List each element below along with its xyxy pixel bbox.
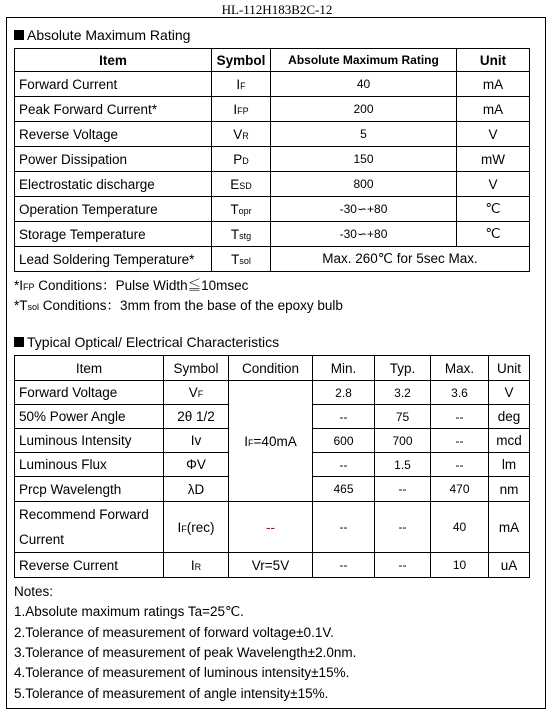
unit-cell	[489, 405, 530, 429]
note-item: 2.Tolerance of measurement of forward voltage±0.1V.	[14, 625, 334, 640]
optical-section-title	[14, 334, 279, 350]
item-cell	[15, 429, 164, 453]
col-header-unit: Unit	[489, 356, 530, 381]
item-text: Peak Forward Current*	[19, 101, 158, 117]
symbol-cell	[164, 453, 229, 477]
min-text: 2.8	[335, 385, 352, 400]
unit-text: uA	[500, 557, 518, 573]
unit-text: V	[504, 385, 514, 400]
note-item: 4.Tolerance of measurement of luminous intensity±15%.	[14, 665, 350, 680]
col-header-item: Item	[15, 49, 212, 72]
abs-max-table	[14, 48, 530, 272]
rating-text: 40	[356, 77, 371, 91]
symbol-cell	[164, 405, 229, 429]
col-header-unit: Unit	[457, 49, 530, 72]
col-header-min: Min.	[313, 356, 375, 381]
max-cell	[431, 477, 489, 502]
optical-header-row	[15, 356, 530, 381]
max-text: --	[455, 457, 464, 472]
unit-text: mA	[482, 101, 504, 117]
item-text: Storage Temperature	[19, 226, 146, 242]
unit-cell	[457, 222, 530, 247]
footnote-text: Conditions：3mm from the base of the epoxy bulb	[39, 298, 343, 313]
symbol-cell	[212, 72, 271, 97]
item-cell	[15, 453, 164, 477]
item-text: Electrostatic discharge	[19, 176, 155, 192]
item-cell	[15, 222, 212, 247]
item-text: Recommend Forward	[19, 507, 149, 522]
col-header-symbol: Symbol	[164, 356, 229, 381]
symbol-cell	[212, 97, 271, 122]
item-cell	[15, 502, 164, 553]
rating-cell	[271, 247, 530, 272]
item-cell	[15, 197, 212, 222]
symbol-text: I	[190, 557, 195, 573]
symbol-text: E	[230, 176, 240, 192]
symbol-sub: stg	[239, 230, 252, 241]
rating-cell	[271, 222, 457, 247]
note-item: 3.Tolerance of measurement of peak Wavelength±2.0nm.	[14, 645, 357, 660]
min-cell	[313, 477, 375, 502]
symbol-text: 2θ 1/2	[177, 409, 215, 424]
table-row	[15, 97, 530, 122]
min-text: 465	[333, 482, 354, 496]
max-text: 40	[452, 520, 467, 534]
max-text: --	[455, 409, 464, 424]
condition-cell	[229, 381, 313, 502]
unit-text: V	[488, 126, 498, 142]
footnote-prefix: *I	[14, 278, 24, 293]
item-cell	[15, 72, 212, 97]
square-bullet-icon	[14, 30, 24, 40]
optical-table	[14, 355, 530, 578]
rating-text: 200	[353, 102, 374, 116]
symbol-text: T	[230, 201, 239, 217]
unit-text: ℃	[485, 201, 501, 216]
unit-text: mA	[498, 519, 520, 535]
condition-text: =40mA	[253, 433, 297, 449]
typ-cell	[375, 453, 431, 477]
unit-cell	[489, 477, 530, 502]
rating-cell	[271, 147, 457, 172]
symbol-cell	[212, 122, 271, 147]
footnote-tsol	[14, 294, 343, 314]
abs-max-header-row	[15, 49, 530, 72]
symbol-text: I	[177, 519, 182, 535]
item-cell	[15, 122, 212, 147]
unit-text: lm	[501, 457, 517, 472]
rating-cell	[271, 197, 457, 222]
table-row	[15, 553, 530, 578]
part-number-header: HL-112H183B2C-12	[221, 2, 333, 17]
rating-text: Max. 260℃ for 5sec Max.	[322, 251, 478, 266]
unit-cell	[457, 197, 530, 222]
item-cell	[15, 553, 164, 578]
rating-cell	[271, 172, 457, 197]
unit-cell	[489, 381, 530, 405]
symbol-text: λD	[187, 481, 205, 497]
square-bullet-icon	[14, 337, 24, 347]
rating-text: -30∽+80	[339, 227, 388, 241]
max-text: 3.6	[451, 385, 468, 400]
condition-sub: F	[248, 437, 254, 448]
min-text: --	[339, 520, 348, 534]
min-text: 600	[333, 433, 354, 448]
unit-cell	[457, 147, 530, 172]
unit-text: nm	[499, 481, 519, 497]
item-cell	[15, 172, 212, 197]
condition-cell	[229, 553, 313, 578]
symbol-text: (rec)	[186, 519, 215, 535]
rating-cell	[271, 72, 457, 97]
item-cell	[15, 381, 164, 405]
table-row	[15, 381, 530, 405]
col-header-rating: Absolute Maximum Rating	[271, 49, 457, 72]
unit-text: ℃	[485, 226, 501, 241]
unit-cell	[489, 502, 530, 553]
unit-cell	[457, 72, 530, 97]
max-cell	[431, 429, 489, 453]
footnote-text: Conditions：Pulse Width≦10msec	[34, 278, 249, 293]
table-row	[15, 222, 530, 247]
unit-cell	[457, 97, 530, 122]
unit-text: deg	[497, 409, 521, 424]
symbol-cell	[212, 197, 271, 222]
typ-text: 75	[395, 409, 410, 424]
max-text: 470	[449, 482, 470, 496]
symbol-sub: SD	[239, 180, 252, 191]
item-text: Forward Voltage	[19, 385, 118, 400]
table-row	[15, 147, 530, 172]
min-cell	[313, 553, 375, 578]
rating-cell	[271, 97, 457, 122]
max-text: 10	[452, 558, 467, 572]
symbol-sub: FP	[237, 105, 249, 116]
item-text: Current	[19, 532, 65, 547]
unit-cell	[457, 122, 530, 147]
unit-text: mW	[481, 151, 505, 167]
unit-cell	[489, 553, 530, 578]
item-text: Operation Temperature	[19, 201, 158, 217]
symbol-text: V	[233, 126, 243, 142]
symbol-sub: R	[194, 561, 202, 572]
item-text: Forward Current	[19, 76, 118, 92]
col-header-max: Max.	[431, 356, 489, 381]
symbol-cell	[212, 222, 271, 247]
typ-text: --	[398, 482, 407, 496]
min-text: --	[339, 409, 348, 424]
table-row	[15, 502, 530, 553]
symbol-cell	[212, 172, 271, 197]
symbol-sub: F	[197, 389, 204, 399]
rating-text: -30∽+80	[339, 202, 388, 216]
typ-text: --	[398, 558, 407, 572]
max-cell	[431, 502, 489, 553]
symbol-cell	[164, 381, 229, 405]
col-header-typ: Typ.	[375, 356, 431, 381]
max-cell	[431, 405, 489, 429]
min-cell	[313, 381, 375, 405]
item-cell	[15, 247, 212, 272]
condition-text: --	[266, 519, 275, 535]
unit-text: V	[488, 176, 498, 192]
condition-text: Vr=5V	[251, 557, 290, 573]
min-cell	[313, 405, 375, 429]
unit-text: mA	[482, 76, 504, 92]
typ-text: 3.2	[394, 385, 411, 400]
symbol-sub: F	[181, 523, 187, 534]
item-text: Luminous Intensity	[19, 433, 132, 448]
typ-cell	[375, 553, 431, 578]
note-item: 1.Absolute maximum ratings Ta=25℃.	[14, 604, 244, 619]
optical-title-text: Typical Optical/ Electrical Characteristics	[27, 334, 280, 350]
item-cell	[15, 477, 164, 502]
unit-cell	[489, 453, 530, 477]
symbol-cell	[212, 147, 271, 172]
item-text: Lead Soldering Temperature*	[19, 251, 195, 267]
symbol-text: V	[188, 385, 198, 400]
typ-cell	[375, 502, 431, 553]
item-text: Reverse Current	[19, 557, 119, 573]
item-text: 50% Power Angle	[19, 409, 126, 424]
symbol-text: I	[233, 101, 238, 117]
symbol-text: T	[230, 226, 240, 242]
condition-text: I	[244, 433, 249, 449]
symbol-text: I	[236, 76, 241, 92]
typ-cell	[375, 381, 431, 405]
item-text: Luminous Flux	[19, 457, 107, 472]
symbol-text: P	[233, 151, 243, 167]
item-text: Reverse Voltage	[19, 126, 119, 142]
typ-cell	[375, 405, 431, 429]
max-cell	[431, 453, 489, 477]
condition-cell	[229, 502, 313, 553]
typ-text: 1.5	[394, 457, 411, 472]
item-cell	[15, 147, 212, 172]
unit-text: mcd	[496, 433, 522, 448]
typ-text: 700	[392, 433, 413, 448]
rating-text: 150	[353, 152, 374, 166]
typ-text: --	[398, 520, 407, 534]
col-header-symbol: Symbol	[212, 49, 271, 72]
footnote-prefix: *T	[14, 298, 28, 313]
symbol-text: ΦV	[186, 457, 206, 472]
table-row	[15, 122, 530, 147]
item-cell	[15, 97, 212, 122]
symbol-text: Iv	[190, 433, 202, 448]
col-header-condition: Condition	[229, 356, 313, 381]
col-header-item: Item	[15, 356, 164, 381]
item-text: Power Dissipation	[19, 151, 128, 167]
symbol-sub: F	[240, 80, 246, 91]
table-row	[15, 197, 530, 222]
table-row	[15, 172, 530, 197]
table-row	[15, 72, 530, 97]
item-text: Prcp Wavelength	[19, 481, 122, 497]
max-cell	[431, 553, 489, 578]
abs-max-section-title	[14, 27, 190, 43]
min-cell	[313, 453, 375, 477]
symbol-sub: D	[242, 155, 249, 166]
min-cell	[313, 502, 375, 553]
unit-cell	[457, 172, 530, 197]
rating-text: 5	[360, 127, 367, 141]
footnote-sub: sol	[27, 302, 40, 312]
symbol-cell	[164, 502, 229, 553]
symbol-cell	[212, 247, 271, 272]
rating-text: 800	[353, 177, 374, 191]
min-text: --	[339, 457, 348, 472]
unit-cell	[489, 429, 530, 453]
typ-cell	[375, 429, 431, 453]
max-cell	[431, 381, 489, 405]
footnote-sub: FP	[23, 282, 35, 292]
footnote-ifp	[14, 274, 248, 294]
table-row	[15, 247, 530, 272]
typ-cell	[375, 477, 431, 502]
max-text: --	[455, 433, 464, 448]
note-item: 5.Tolerance of measurement of angle intensity±15%.	[14, 686, 329, 701]
abs-max-title-text: Absolute Maximum Rating	[27, 27, 191, 43]
min-cell	[313, 429, 375, 453]
symbol-sub: sol	[239, 255, 251, 266]
min-text: --	[339, 558, 348, 572]
symbol-sub: opr	[238, 205, 252, 216]
symbol-sub: R	[242, 130, 249, 141]
rating-cell	[271, 122, 457, 147]
symbol-cell	[164, 429, 229, 453]
symbol-cell	[164, 477, 229, 502]
item-cell	[15, 405, 164, 429]
symbol-text: T	[231, 251, 240, 267]
symbol-cell	[164, 553, 229, 578]
notes-title: Notes:	[14, 584, 54, 599]
